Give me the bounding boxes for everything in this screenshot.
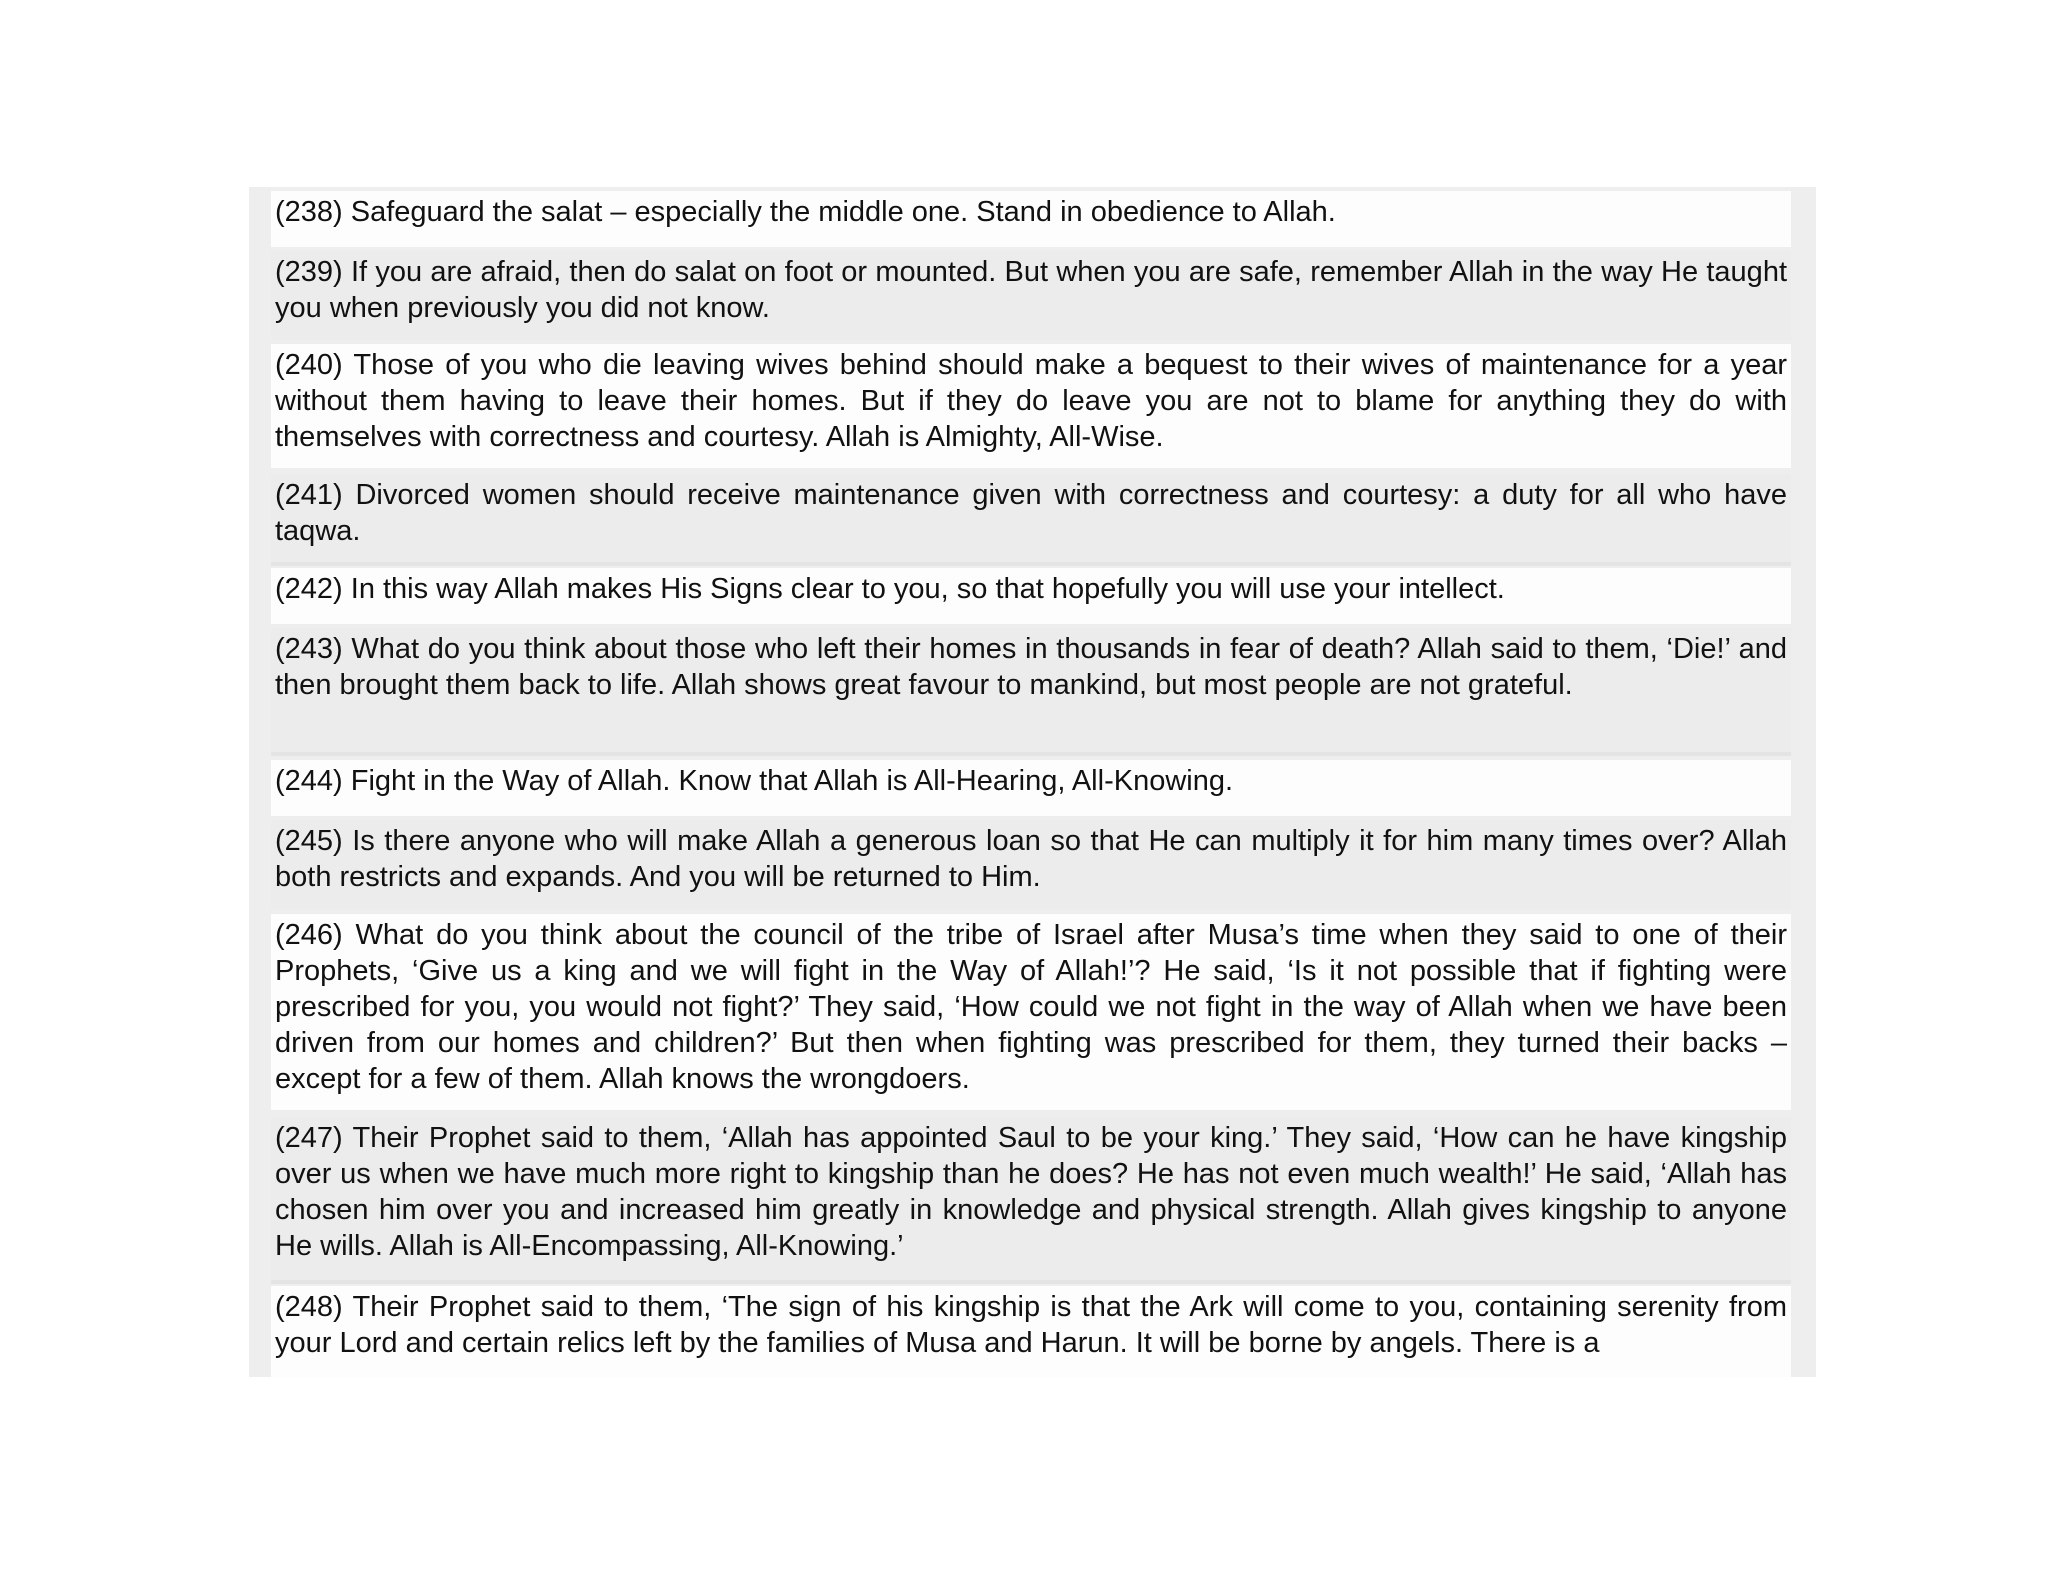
verse-text: (240) Those of you who die leaving wives behind should make a bequest to their wives of maintenance for a year without them having to leave their homes. But if they do leave you are not to blame for anything they do with themselves with correctness and courtesy. Allah is Almighty, All-Wise.: [275, 349, 1787, 453]
verse-panel: [249, 187, 1816, 1377]
divider: [271, 1280, 1791, 1284]
verse-text: (243) What do you think about those who left their homes in thousands in fear of death? Allah said to them, ‘Die!’ and then brought them back to life. Allah shows great favour to mankind, but most people are not grateful.: [275, 633, 1787, 701]
verse-text: (238) Safeguard the salat – especially the middle one. Stand in obedience to Allah.: [275, 196, 1336, 228]
verse-text: (241) Divorced women should receive maintenance given with correctness and courtesy: a duty for all who have taqwa.: [275, 479, 1787, 547]
verse-241: [271, 474, 1791, 562]
verse-245: [271, 820, 1791, 909]
verse-text: (248) Their Prophet said to them, ‘The sign of his kingship is that the Ark will come to you, containing serenity from your Lord and certain relics left by the families of Musa and Harun. It will be borne by angels. There is a: [275, 1291, 1787, 1359]
verse-text: (245) Is there anyone who will make Allah a generous loan so that He can multiply it for him many times over? Allah both restricts and expands. And you will be returned to Him.: [275, 825, 1787, 893]
divider: [271, 562, 1791, 566]
verse-244: [271, 760, 1791, 816]
verse-text: (244) Fight in the Way of Allah. Know that Allah is All-Hearing, All-Knowing.: [275, 765, 1234, 797]
verse-239: [271, 251, 1791, 340]
verse-238: [271, 191, 1791, 247]
verse-242: [271, 568, 1791, 624]
verse-text: (239) If you are afraid, then do salat on foot or mounted. But when you are safe, remember Allah in the way He taught you when previously you did not know.: [275, 256, 1787, 324]
verse-text: (246) What do you think about the council of the tribe of Israel after Musa’s time when they said to one of their Prophets, ‘Give us a king and we will fight in the Way of Allah!’? He said, ‘Is it not possible that if fighting were prescribed for you, you would not fight?’ They said, ‘How could we not fight in the way of Allah when we have been driven from our homes and children?’ But then when fighting was prescribed for them, they turned their backs – except for a few of them. Allah knows the wrongdoers.: [275, 919, 1787, 1095]
verse-243: [271, 628, 1791, 752]
verse-240: [271, 344, 1791, 468]
verse-246: [271, 914, 1791, 1110]
verse-text: (242) In this way Allah makes His Signs clear to you, so that hopefully you will use your intellect.: [275, 573, 1505, 605]
divider: [271, 752, 1791, 756]
verse-247: [271, 1117, 1791, 1280]
verse-text: (247) Their Prophet said to them, ‘Allah has appointed Saul to be your king.’ They said, ‘How can he have kingship over us when we have much more right to kingship than he does? He has not even much wealth!’ He said, ‘Allah has chosen him over you and increased him greatly in knowledge and physical strength. Allah gives kingship to anyone He wills. Allah is All-Encompassing, All-Knowing.’: [275, 1122, 1787, 1262]
verse-248: [271, 1286, 1791, 1377]
